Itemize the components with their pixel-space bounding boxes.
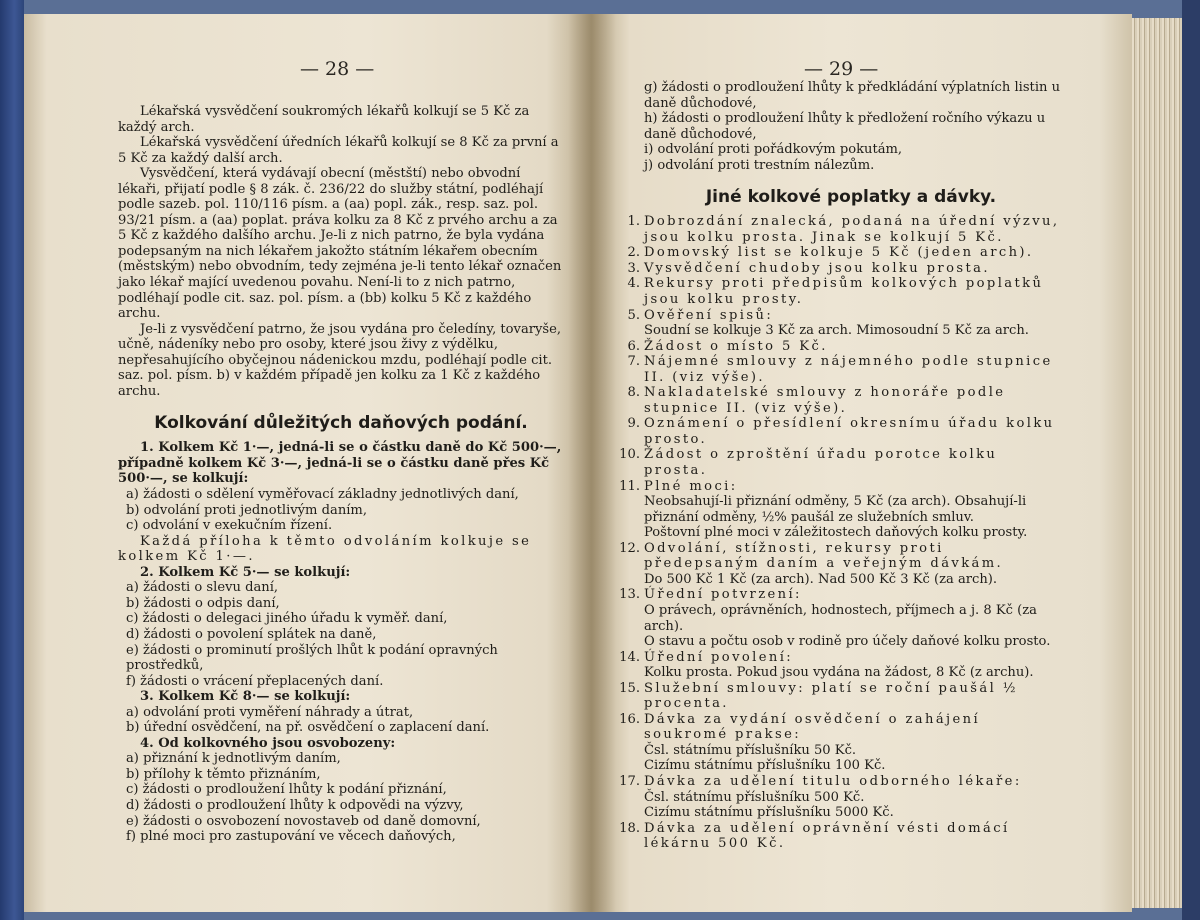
subsection-title: 4. Od kolkovného jsou osvobozeny: (140, 735, 396, 751)
item-number: 2. (627, 245, 640, 261)
subsection-title: 2. Kolkem Kč 5·— se kolkují: (140, 564, 351, 580)
item-title: Dávka za udělení titulu odborného lékaře: (644, 773, 1022, 789)
list-item: b) žádosti o odpis daní, (126, 595, 280, 611)
list-item: f) žádosti o vrácení přeplacených daní. (126, 673, 384, 689)
item-title: Žádost o místo 5 Kč. (644, 338, 828, 354)
paragraph: Je-li z vysvědčení patrno, že jsou vydána pro čeledíny, tovaryše, učně, nádeníky nebo pro osoby, které jsou živy z výdělku, nepřesahujícího obyčejnou nádenickou mzdu, podléhají podle cit. saz. pol. písm. b) v každém případě jen kolku za 1 Kč z každého archu. (118, 321, 562, 399)
fee-item (627, 214, 1066, 245)
section-heading: Kolkování důležitých daňových podání. (154, 413, 528, 434)
page-edges (1132, 18, 1182, 908)
paragraph: Lékařská vysvědčení úředních lékařů kolkují se 8 Kč za první a 5 Kč za každý další arch. (118, 135, 559, 166)
item-title: Vysvědčení chudoby jsou kolku prosta. (644, 260, 990, 276)
list-item: b) odvolání proti jednotlivým daním, (126, 502, 368, 518)
right-page (592, 14, 1132, 912)
left-page-text (118, 104, 564, 845)
paragraph: Vysvědčení, která vydávají obecní (městští) nebo obvodní lékaři, přijatí podle § 8 zák. č. 236/22 do služby státní, podléhají podle sazeb. pol. 110/116 písm. a (aa) popl. zák., resp. saz. pol. 93/21 písm. a (aa) poplat. práva kolku za 8 Kč z prvého archu a za 5 Kč z každého dalšího archu. Je-li z nich patrno, že byla vydána podepsaným na nich lékařem jakožto státním lékařem obecním (městským) nebo obvodním, tedy zejména je-li tento lékař označen jako lékař mající uvedenou povahu. Není-li to z nich patrno, podléhají podle cit. saz. pol. písm. a (bb) kolku 5 Kč z každého archu. (118, 166, 562, 322)
subsection-title: 1. Kolkem Kč 1·—, jedná-li se o částku daně do Kč 500·—, případně kolkem Kč 3·—, jedná-li se o částku daně přes Kč 500·—, se kolkují: (118, 440, 562, 487)
fee-item (619, 711, 1066, 774)
item-detail: Cizímu státnímu příslušníku 100 Kč. (644, 758, 886, 774)
item-number: 17. (619, 773, 640, 789)
subsection-title: 3. Kolkem Kč 8·— se kolkují: (140, 689, 351, 705)
list-item: d) žádosti o povolení splátek na daně, (126, 626, 377, 642)
fee-item (627, 260, 1066, 277)
item-number: 15. (619, 680, 640, 696)
list-item: d) žádosti o prodloužení lhůty k odpovědi na výzvy, (126, 797, 464, 813)
list-item: h) žádosti o prodloužení lhůty k předložení ročního výkazu u daně důchodové, (644, 111, 1046, 142)
list-item: g) žádosti o prodloužení lhůty k předkládání výplatních listin u daně důchodové, (644, 80, 1061, 111)
item-detail: Kolku prosta. Pokud jsou vydána na žádost, 8 Kč (z archu). (644, 665, 1034, 681)
item-title: Domovský list se kolkuje 5 Kč (jeden arch). (644, 245, 1034, 261)
list-item: b) přílohy k těmto přiznáním, (126, 766, 321, 782)
fee-item (619, 587, 1066, 650)
list-item: e) žádosti o osvobození novostaveb od daně domovní, (126, 813, 481, 829)
item-number: 13. (619, 587, 640, 603)
item-detail: Neobsahují-li přiznání odměny, 5 Kč (za arch). Obsahují-li přiznání odměny, ½% paušál ze služebních smluv. (644, 494, 1027, 525)
item-title: Žádost o zproštění úřadu porotce kolku prosta. (644, 447, 998, 479)
item-detail: O právech, oprávněních, hodnostech, příjmech a j. 8 Kč (za arch). (644, 602, 1037, 634)
item-detail: Čsl. státnímu příslušníku 500 Kč. (644, 789, 865, 805)
fee-item (627, 416, 1066, 447)
item-number: 1. (627, 214, 640, 230)
list-item: a) přiznání k jednotlivým daním, (126, 751, 341, 767)
list-item: c) žádosti o delegaci jiného úřadu k vyměř. daní, (126, 611, 448, 627)
page-number-right: — 29 — (804, 58, 879, 80)
item-title: Úřední povolení: (644, 649, 794, 665)
item-number: 3. (627, 260, 640, 276)
item-detail: O stavu a počtu osob v rodině pro účely daňové kolku prosto. (644, 634, 1051, 650)
fee-item (619, 540, 1066, 588)
item-title: Dávka za udělení oprávnění vésti domácí lékárnu 500 Kč. (644, 820, 1010, 852)
list-item: c) odvolání v exekučním řízení. (126, 518, 333, 534)
fee-item (619, 680, 1066, 712)
item-number: 10. (619, 447, 640, 463)
fee-item (619, 773, 1066, 821)
item-title: Oznámení o přesídlení okresnímu úřadu kolku prosto. (644, 416, 1055, 447)
item-number: 7. (627, 354, 640, 370)
item-detail: Do 500 Kč 1 Kč (za arch). Nad 500 Kč 3 Kč (za arch). (644, 571, 998, 587)
item-title: Odvolání, stížnosti, rekursy proti předepsaným daním a veřejným dávkám. (644, 540, 1004, 572)
fee-item (619, 447, 1066, 479)
section-heading: Jiné kolkové poplatky a dávky. (705, 187, 997, 208)
fee-list (619, 214, 1066, 852)
fee-item (619, 478, 1066, 541)
item-number: 9. (627, 416, 640, 432)
item-title: Služební smlouvy: platí se roční paušál ½ procenta. (644, 680, 1018, 712)
fee-item (619, 820, 1066, 852)
item-number: 5. (627, 307, 640, 323)
item-detail: Čsl. státnímu příslušníku 50 Kč. (644, 742, 857, 758)
item-title: Plné moci: (644, 478, 738, 494)
item-detail: Poštovní plné moci v záležitostech daňových kolku prosty. (644, 525, 1028, 541)
list-item: c) žádosti o prodloužení lhůty k podání přiznání, (126, 782, 447, 798)
fee-item (627, 354, 1066, 385)
fee-item (627, 307, 1066, 339)
item-detail: Cizímu státnímu příslušníku 5000 Kč. (644, 805, 894, 821)
list-item: a) žádosti o sdělení vyměřovací základny jednotlivých daní, (126, 487, 519, 503)
paragraph: Lékařská vysvědčení soukromých lékařů kolkují se 5 Kč za každý arch. (118, 104, 530, 135)
item-number: 12. (619, 540, 640, 556)
item-number: 16. (619, 711, 640, 727)
list-item: f) plné moci pro zastupování ve věcech daňových, (126, 829, 456, 845)
list-item: i) odvolání proti pořádkovým pokutám, (644, 142, 903, 158)
list-item: b) úřední osvědčení, na př. osvědčení o zaplacení daní. (126, 720, 490, 736)
fee-item (627, 245, 1066, 261)
item-number: 18. (619, 820, 640, 836)
fee-item (627, 385, 1066, 416)
book-cover-right (1182, 0, 1200, 920)
item-title: Úřední potvrzení: (644, 587, 802, 603)
fee-item (627, 338, 1066, 355)
list-item: j) odvolání proti trestním nálezům. (644, 157, 875, 173)
item-number: 11. (619, 478, 640, 494)
item-title: Nakladatelské smlouvy z honoráře podle stupnice II. (viz výše). (644, 385, 1006, 416)
right-page-text (619, 80, 1066, 852)
item-title: Rekursy proti předpisům kolkových poplatků jsou kolku prosty. (644, 276, 1044, 308)
list-item: a) žádosti o slevu daní, (126, 580, 279, 596)
item-number: 6. (627, 338, 640, 354)
item-detail: Soudní se kolkuje 3 Kč za arch. Mimosoudní 5 Kč za arch. (644, 323, 1029, 339)
item-number: 8. (627, 385, 640, 401)
book-cover-left (0, 0, 24, 920)
left-page (24, 14, 592, 912)
item-title: Dobrozdání znalecká, podaná na úřední výzvu, jsou kolku prosta. Jinak se kolkují 5 Kč. (644, 214, 1060, 245)
list-item: a) odvolání proti vyměření náhrady a útrat, (126, 704, 414, 720)
item-number: 4. (627, 276, 640, 292)
item-title: Dávka za vydání osvědčení o zahájení soukromé prakse: (644, 711, 981, 743)
note: Každá příloha k těmto odvoláním kolkuje se kolkem Kč 1·—. (118, 533, 532, 565)
fee-item (627, 276, 1066, 308)
page-number-left: — 28 — (300, 58, 375, 80)
list-item: e) žádosti o prominutí prošlých lhůt k podání opravných prostředků, (126, 642, 498, 674)
item-number: 14. (619, 649, 640, 665)
item-title: Nájemné smlouvy z nájemného podle stupnice II. (viz výše). (644, 354, 1053, 385)
item-title: Ověření spisů: (644, 307, 774, 323)
fee-item (619, 649, 1066, 681)
